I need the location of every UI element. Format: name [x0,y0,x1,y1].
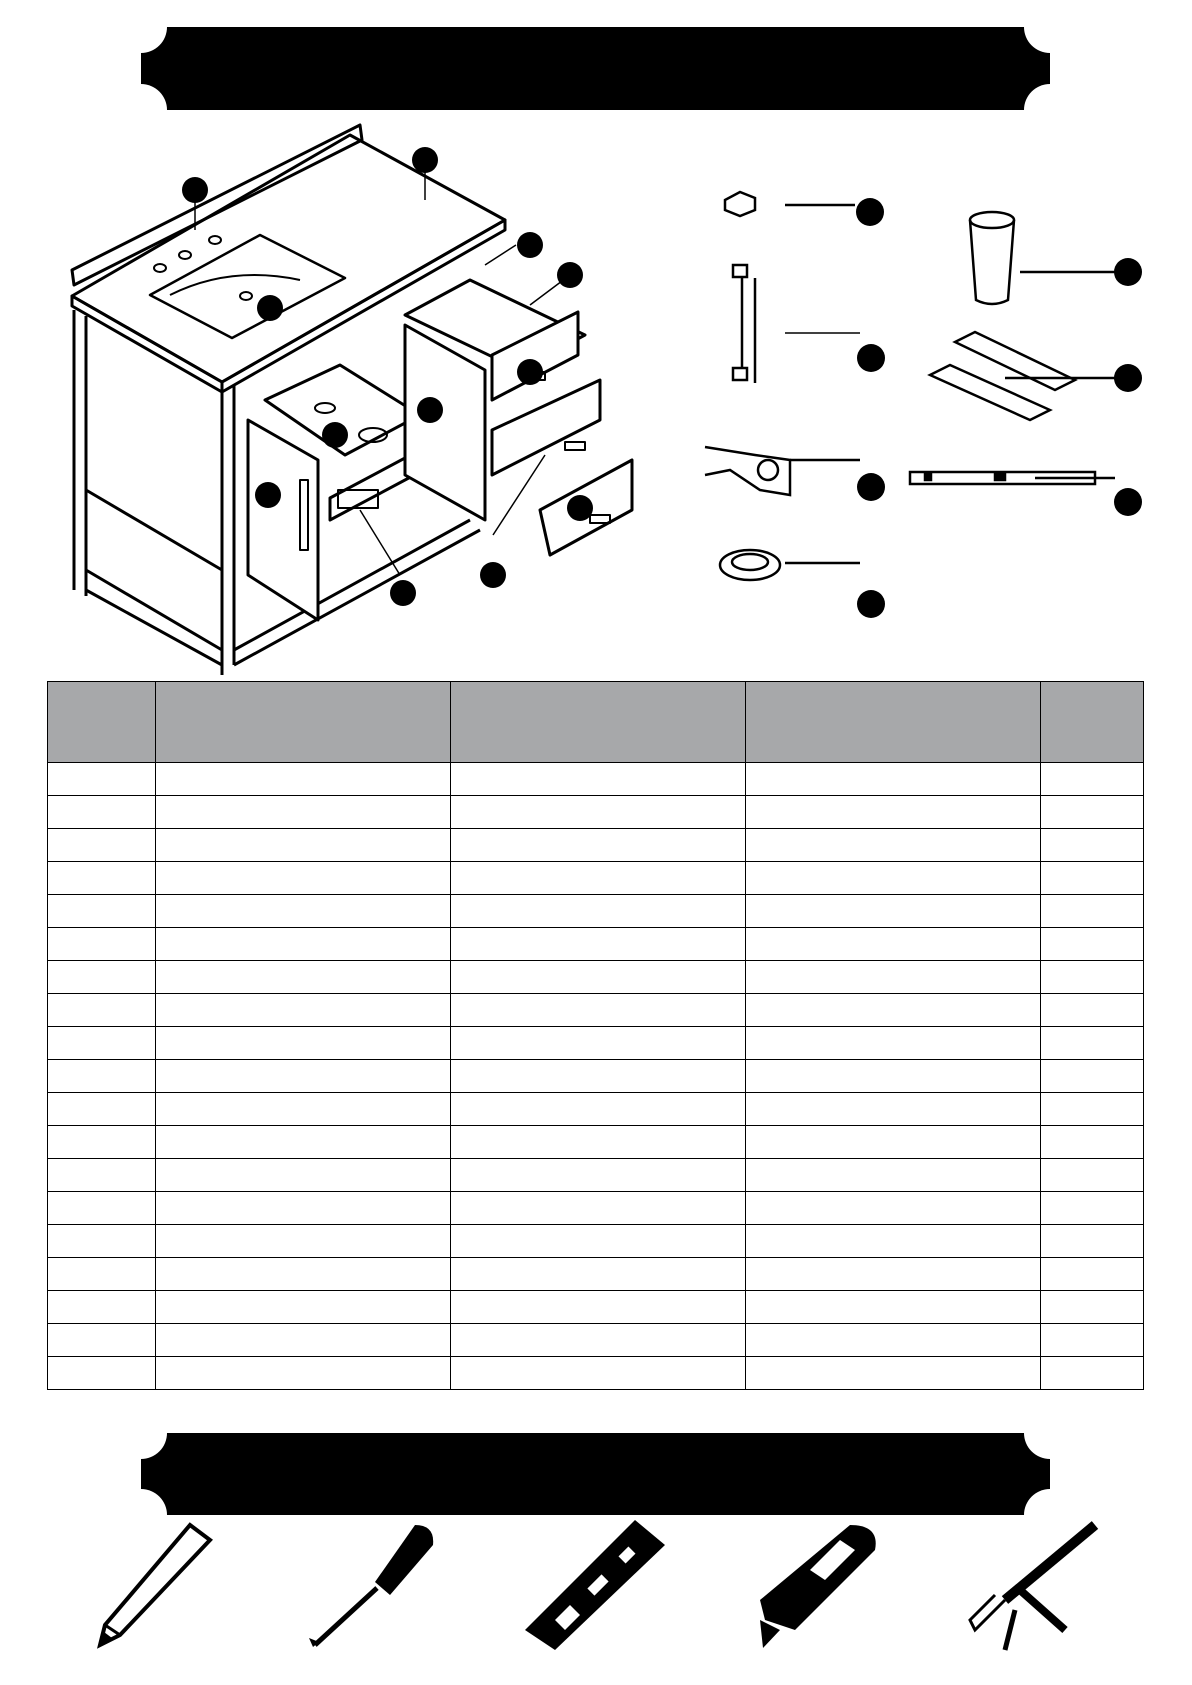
table-cell [1041,1258,1144,1291]
table-cell [156,796,451,829]
table-cell [48,994,156,1027]
table-cell [746,829,1041,862]
phillips-screwdriver-icon [305,1520,445,1650]
table-cell [746,1027,1041,1060]
table-row [48,1225,1144,1258]
table-cell [451,928,746,961]
table-cell [451,1027,746,1060]
table-cell [48,763,156,796]
table-cell [156,1225,451,1258]
table-cell [156,829,451,862]
table-row [48,1159,1144,1192]
table-cell [746,961,1041,994]
table-cell [48,1027,156,1060]
table-cell [1041,1225,1144,1258]
table-cell [746,928,1041,961]
table-cell [746,1324,1041,1357]
table-cell [1041,1159,1144,1192]
table-cell [48,1159,156,1192]
column-header [156,682,451,763]
table-cell [451,1357,746,1390]
table-cell [1041,1357,1144,1390]
table-cell [48,1126,156,1159]
table-cell [156,1291,451,1324]
parts-list-banner [141,27,1050,110]
tools-needed-banner [141,1433,1050,1515]
table-cell [451,1291,746,1324]
table-cell [1041,1126,1144,1159]
table-cell [156,763,451,796]
table-cell [48,1093,156,1126]
table-cell [156,1060,451,1093]
table-cell [48,1225,156,1258]
table-cell [451,895,746,928]
callout-cup [1114,258,1142,286]
caulking-gun-icon [965,1520,1105,1655]
column-header [451,682,746,763]
table-cell [451,1093,746,1126]
table-cell [156,1159,451,1192]
table-row [48,1093,1144,1126]
table-cell [451,961,746,994]
callout-pullout-drawer [322,422,348,448]
table-row [48,1126,1144,1159]
parts-table [47,681,1144,1390]
table-cell [746,1060,1041,1093]
table-cell [451,1126,746,1159]
table-cell [48,895,156,928]
callout-countertop-left [182,177,208,203]
table-cell [451,1324,746,1357]
callout-top-drawer [557,262,583,288]
table-cell [156,1126,451,1159]
table-cell [746,1225,1041,1258]
table-cell [1041,928,1144,961]
table-cell [451,1159,746,1192]
table-cell [1041,1324,1144,1357]
table-cell [451,763,746,796]
table-cell [1041,829,1144,862]
table-cell [746,1159,1041,1192]
table-cell [156,1324,451,1357]
table-row [48,1324,1144,1357]
table-cell [1041,1027,1144,1060]
table-row [48,961,1144,994]
table-cell [48,829,156,862]
table-row [48,1357,1144,1390]
utility-knife-icon [755,1520,885,1650]
column-header [48,682,156,763]
table-cell [48,928,156,961]
callout-grommet [857,590,885,618]
tools-row [0,1520,1192,1685]
table-cell [156,1357,451,1390]
parts-table-body [48,763,1144,1390]
table-cell [156,1027,451,1060]
table-row [48,1027,1144,1060]
table-cell [746,862,1041,895]
table-cell [156,928,451,961]
table-cell [156,895,451,928]
callout-sink [257,295,283,321]
callout-power-outlet [390,580,416,606]
table-row [48,829,1144,862]
table-cell [48,862,156,895]
table-cell [1041,1192,1144,1225]
table-cell [451,1258,746,1291]
table-cell [156,961,451,994]
table-cell [48,1258,156,1291]
table-cell [451,862,746,895]
table-cell [48,1324,156,1357]
table-row [48,1192,1144,1225]
table-cell [746,1291,1041,1324]
table-cell [746,1126,1041,1159]
callout-drawer-box [480,562,506,588]
callout-left-door [255,482,281,508]
table-row [48,928,1144,961]
table-cell [451,994,746,1027]
table-cell [48,961,156,994]
table-row [48,862,1144,895]
table-row [48,796,1144,829]
table-cell [1041,763,1144,796]
table-cell [1041,796,1144,829]
callout-center-door [417,397,443,423]
table-cell [156,1192,451,1225]
table-cell [746,763,1041,796]
table-row [48,1291,1144,1324]
table-row [48,1258,1144,1291]
table-cell [746,796,1041,829]
pencil-icon [90,1520,220,1650]
table-header-row [48,682,1144,763]
table-cell [451,829,746,862]
table-cell [156,862,451,895]
table-cell [1041,961,1144,994]
column-header [746,682,1041,763]
callout-upper-frame [517,232,543,258]
column-header [1041,682,1144,763]
callout-drawer-rails [1114,364,1142,392]
table-cell [1041,862,1144,895]
table-cell [48,1060,156,1093]
table-cell [156,1258,451,1291]
table-cell [48,1291,156,1324]
table-cell [746,1258,1041,1291]
callout-hinge [857,473,885,501]
table-cell [156,994,451,1027]
table-cell [1041,1060,1144,1093]
table-cell [746,1192,1041,1225]
table-cell [48,796,156,829]
table-cell [1041,895,1144,928]
table-row [48,1060,1144,1093]
table-cell [451,1060,746,1093]
table-cell [746,1357,1041,1390]
callout-clip [856,198,884,226]
table-row [48,994,1144,1027]
table-row [48,763,1144,796]
callout-handle [857,344,885,372]
table-cell [48,1192,156,1225]
table-cell [48,1357,156,1390]
table-cell [451,796,746,829]
table-cell [746,994,1041,1027]
callout-countertop [412,147,438,173]
table-cell [746,1093,1041,1126]
table-row [48,895,1144,928]
level-icon [520,1520,670,1650]
table-cell [451,1225,746,1258]
table-cell [1041,1291,1144,1324]
callout-slide [1114,488,1142,516]
table-cell [1041,994,1144,1027]
exploded-vanity-diagram [0,120,1192,680]
table-cell [1041,1093,1144,1126]
table-cell [156,1093,451,1126]
table-cell [451,1192,746,1225]
table-cell [746,895,1041,928]
callout-bottom-drawer [567,495,593,521]
callout-top-drawer-front [517,359,543,385]
